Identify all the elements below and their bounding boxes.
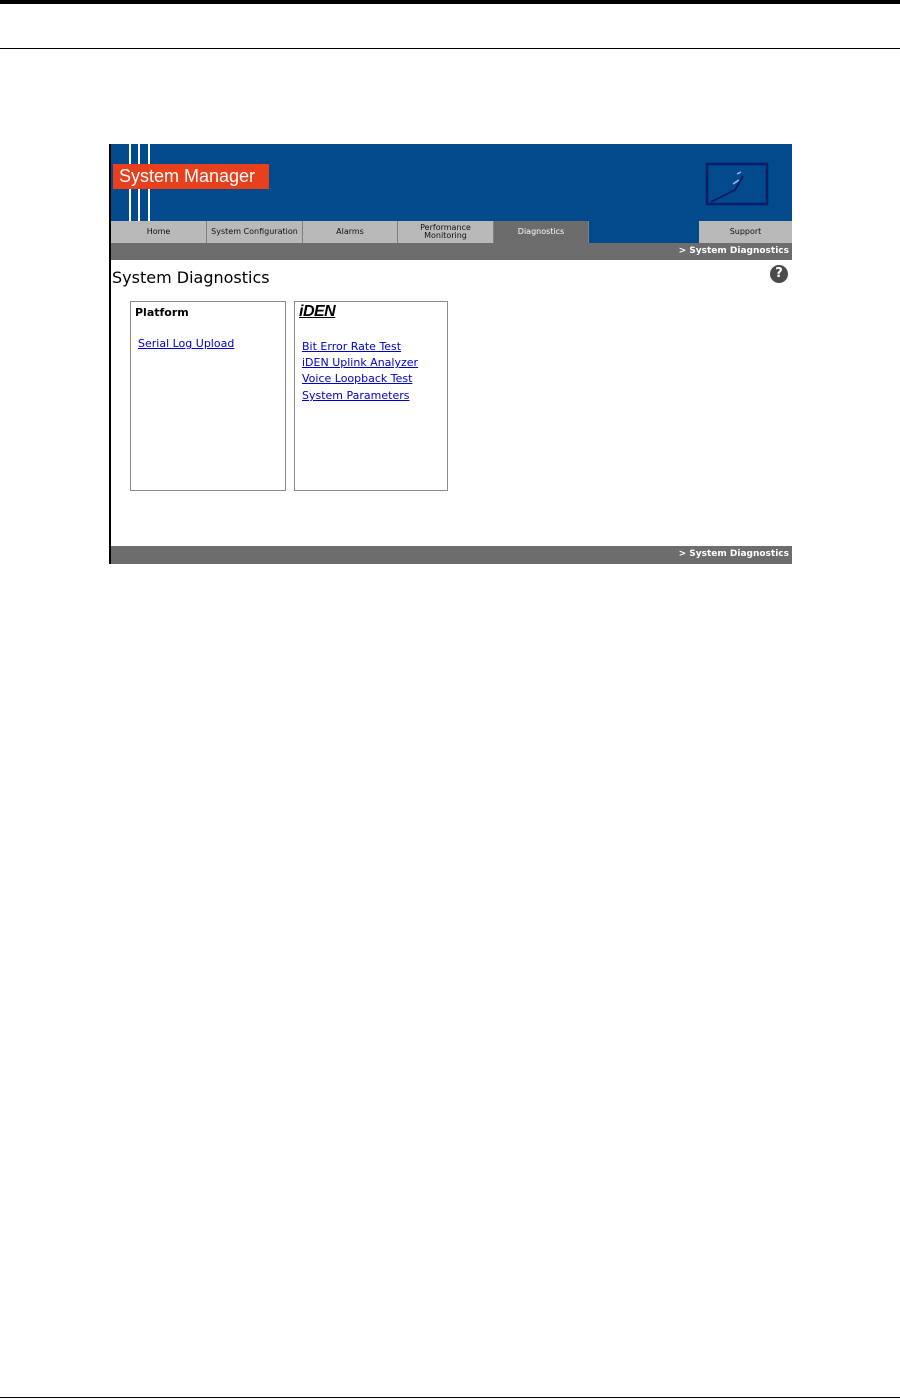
system-parameters-link[interactable]: System Parameters xyxy=(302,389,410,402)
tab-home[interactable]: Home xyxy=(111,221,207,243)
bit-error-rate-test-link[interactable]: Bit Error Rate Test xyxy=(302,340,402,353)
tab-performance-monitoring[interactable]: Performance Monitoring xyxy=(398,221,494,243)
panel-title-platform: Platform xyxy=(135,306,189,319)
app-logo: System Manager xyxy=(113,164,269,189)
document-header-rule xyxy=(0,48,900,49)
platform-panel xyxy=(130,301,286,491)
iden-logo: iDEN xyxy=(299,303,336,320)
corner-logo-icon xyxy=(705,162,769,206)
iden-uplink-analyzer-link[interactable]: iDEN Uplink Analyzer xyxy=(302,356,419,369)
voice-loopback-test-link[interactable]: Voice Loopback Test xyxy=(302,372,413,385)
app-window xyxy=(109,144,792,564)
tab-support[interactable]: Support xyxy=(699,221,792,243)
serial-log-upload-link[interactable]: Serial Log Upload xyxy=(138,337,235,350)
header-banner xyxy=(111,144,792,221)
tab-alarms[interactable]: Alarms xyxy=(303,221,398,243)
iden-panel xyxy=(294,301,448,491)
breadcrumb-bar-bottom xyxy=(111,546,792,564)
breadcrumb[interactable]: > System Diagnostics xyxy=(678,549,789,559)
breadcrumb-bar-top xyxy=(111,243,792,260)
tab-system-configuration[interactable]: System Configuration xyxy=(207,221,303,243)
tab-diagnostics[interactable]: Diagnostics xyxy=(494,221,589,243)
document-footer-rule xyxy=(0,1397,900,1398)
breadcrumb[interactable]: > System Diagnostics xyxy=(678,246,789,256)
help-icon[interactable]: ? xyxy=(770,265,788,283)
main-tab-bar xyxy=(111,221,792,243)
document-top-rule xyxy=(0,0,900,4)
page-title: System Diagnostics xyxy=(112,268,270,287)
